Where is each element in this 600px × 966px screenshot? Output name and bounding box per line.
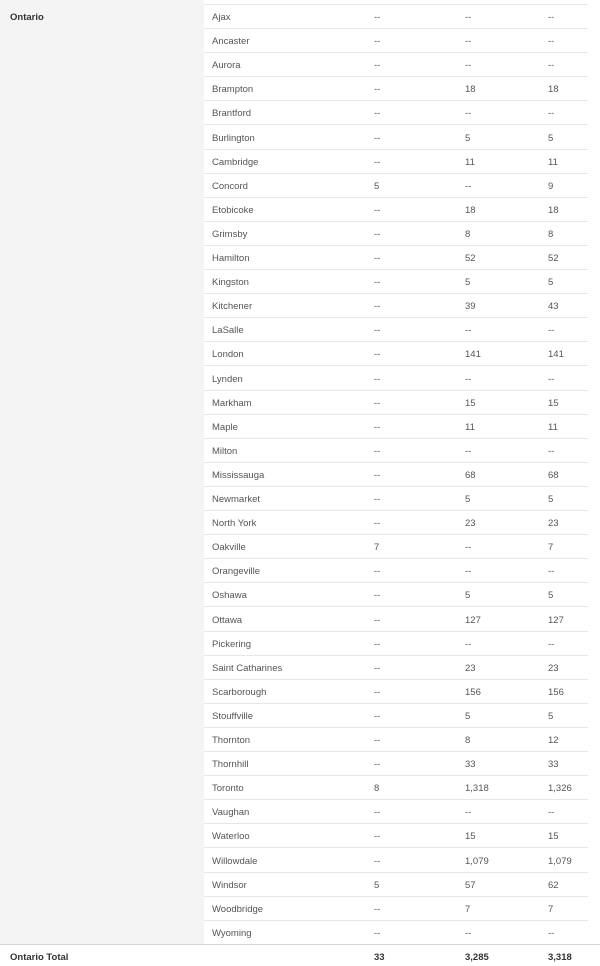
col-c-cell: 5 <box>548 494 554 505</box>
col-c-cell: 23 <box>548 662 559 674</box>
col-c-cell: -- <box>548 60 555 72</box>
col-a-cell: -- <box>374 590 381 602</box>
col-b-cell: 127 <box>465 614 481 626</box>
city-cell: Thornhill <box>212 759 249 771</box>
table-row <box>204 704 588 728</box>
col-a-cell: -- <box>374 614 381 626</box>
total-col-c: 3,318 <box>548 952 572 963</box>
col-a-cell: -- <box>374 132 381 144</box>
total-col-a: 33 <box>374 952 385 963</box>
col-a-cell: -- <box>374 277 381 289</box>
city-cell: Ancaster <box>212 36 250 48</box>
table-row <box>204 511 588 535</box>
col-b-cell: -- <box>465 566 472 578</box>
city-cell: Orangeville <box>212 566 261 578</box>
table-row <box>204 463 588 487</box>
city-cell: Burlington <box>212 132 255 144</box>
city-cell: London <box>212 349 244 361</box>
col-b-cell: 15 <box>465 831 476 843</box>
col-a-cell: 5 <box>374 180 380 192</box>
col-b-cell: 1,079 <box>465 855 489 867</box>
col-b-cell: 156 <box>465 686 481 698</box>
col-c-cell: 12 <box>548 735 559 746</box>
col-c-cell: -- <box>548 807 555 819</box>
table-row <box>204 824 588 848</box>
col-a-cell: -- <box>374 469 381 481</box>
col-c-cell: 1,326 <box>548 783 572 795</box>
city-cell: Pickering <box>212 638 252 650</box>
col-b-cell: 5 <box>465 710 471 722</box>
table-row <box>204 921 588 945</box>
table-row <box>204 101 588 125</box>
col-a-cell: -- <box>374 566 381 578</box>
col-c-cell: -- <box>548 373 555 385</box>
table-row <box>204 800 588 824</box>
city-cell: Kingston <box>212 277 249 289</box>
col-b-cell: 8 <box>465 735 471 746</box>
col-b-cell: -- <box>465 927 472 939</box>
col-c-cell: 141 <box>548 349 564 361</box>
col-c-cell: 5 <box>548 590 554 602</box>
col-c-cell: 62 <box>548 879 559 891</box>
col-b-cell: 68 <box>465 469 476 481</box>
col-a-cell: -- <box>374 253 381 264</box>
col-a-cell: -- <box>374 156 381 168</box>
city-cell: Stouffville <box>212 710 254 722</box>
table-row <box>204 873 588 897</box>
col-a-cell: -- <box>374 759 381 771</box>
col-c-cell: 68 <box>548 469 559 481</box>
table-row <box>204 583 588 607</box>
col-c-cell: 1,079 <box>548 855 572 867</box>
city-cell: Hamilton <box>212 253 250 264</box>
table-row <box>204 728 588 752</box>
city-cell: Ajax <box>212 12 231 23</box>
col-b-cell: 7 <box>465 903 471 915</box>
col-a-cell: -- <box>374 60 381 72</box>
col-b-cell: 5 <box>465 494 471 505</box>
city-cell: Kitchener <box>212 301 253 313</box>
col-c-cell: 5 <box>548 710 554 722</box>
col-a-cell: 7 <box>374 542 380 554</box>
city-cell: Aurora <box>212 60 241 72</box>
col-a-cell: -- <box>374 397 381 409</box>
col-a-cell: -- <box>374 325 381 337</box>
col-b-cell: -- <box>465 445 472 457</box>
col-a-cell: -- <box>374 518 381 530</box>
col-c-cell: 7 <box>548 542 554 554</box>
col-b-cell: 5 <box>465 590 471 602</box>
col-c-cell: 156 <box>548 686 564 698</box>
col-a-cell: -- <box>374 445 381 457</box>
col-b-cell: -- <box>465 60 472 72</box>
col-c-cell: 15 <box>548 831 559 843</box>
col-b-cell: 23 <box>465 518 476 530</box>
table-row <box>204 487 588 511</box>
col-a-cell: -- <box>374 228 381 240</box>
table-row <box>204 270 588 294</box>
city-cell: Newmarket <box>212 494 261 505</box>
col-c-cell: -- <box>548 445 555 457</box>
col-c-cell: 9 <box>548 180 554 192</box>
col-a-cell: -- <box>374 831 381 843</box>
col-a-cell: -- <box>374 36 381 48</box>
col-c-cell: 15 <box>548 397 559 409</box>
col-b-cell: 5 <box>465 277 471 289</box>
city-cell: Brampton <box>212 84 254 96</box>
city-cell: Saint Catharines <box>212 662 283 674</box>
city-cell: Lynden <box>212 373 243 385</box>
col-b-cell: 11 <box>465 421 475 433</box>
table-row <box>204 77 588 101</box>
col-b-cell: 23 <box>465 662 476 674</box>
col-a-cell: -- <box>374 301 381 313</box>
col-b-cell: -- <box>465 12 472 23</box>
col-a-cell: -- <box>374 349 381 361</box>
city-cell: Waterloo <box>212 831 250 843</box>
col-c-cell: 7 <box>548 903 554 915</box>
col-c-cell: 11 <box>548 156 558 168</box>
col-b-cell: 141 <box>465 349 481 361</box>
table-row <box>204 318 588 342</box>
col-a-cell: -- <box>374 710 381 722</box>
city-cell: LaSalle <box>212 325 244 337</box>
col-c-cell: -- <box>548 566 555 578</box>
col-b-cell: 8 <box>465 228 471 240</box>
col-b-cell: 1,318 <box>465 783 489 795</box>
col-c-cell: 23 <box>548 518 559 530</box>
city-cell: Cambridge <box>212 156 259 168</box>
province-column <box>0 0 204 944</box>
city-cell: Windsor <box>212 879 247 891</box>
col-a-cell: -- <box>374 373 381 385</box>
table-row <box>204 294 588 318</box>
table-row <box>204 53 588 77</box>
col-b-cell: -- <box>465 807 472 819</box>
table-row <box>204 415 588 439</box>
col-b-cell: 39 <box>465 301 476 313</box>
city-cell: Milton <box>212 445 238 457</box>
col-c-cell: -- <box>548 927 555 939</box>
city-cell: Concord <box>212 180 248 192</box>
col-a-cell: -- <box>374 12 381 23</box>
col-c-cell: -- <box>548 108 555 120</box>
table-row <box>204 535 588 559</box>
total-row <box>0 944 600 966</box>
city-cell: Woodbridge <box>212 903 264 915</box>
city-cell: Oshawa <box>212 590 247 602</box>
total-label: Ontario Total <box>10 952 69 963</box>
col-b-cell: -- <box>465 638 472 650</box>
city-cell: Vaughan <box>212 807 250 819</box>
col-c-cell: 52 <box>548 253 559 264</box>
col-b-cell: 11 <box>465 156 475 168</box>
col-b-cell: -- <box>465 542 472 554</box>
col-c-cell: 11 <box>548 421 558 433</box>
col-a-cell: -- <box>374 855 381 867</box>
table-row <box>204 150 588 174</box>
city-cell: Willowdale <box>212 855 258 867</box>
col-c-cell: 8 <box>548 228 554 240</box>
total-col-b: 3,285 <box>465 952 489 963</box>
table-row <box>204 246 588 270</box>
col-a-cell: -- <box>374 927 381 939</box>
col-b-cell: 18 <box>465 204 476 216</box>
col-b-cell: 33 <box>465 759 476 771</box>
table-row <box>204 752 588 776</box>
city-cell: Etobicoke <box>212 204 254 216</box>
col-c-cell: 33 <box>548 759 559 771</box>
table-row <box>204 174 588 198</box>
table-row <box>204 367 588 391</box>
col-b-cell: -- <box>465 325 472 337</box>
city-cell: Scarborough <box>212 686 267 698</box>
city-cell: Toronto <box>212 783 244 795</box>
col-a-cell: -- <box>374 638 381 650</box>
city-cell: Wyoming <box>212 927 252 939</box>
table-row <box>204 391 588 415</box>
province-label: Ontario <box>10 12 44 23</box>
col-a-cell: -- <box>374 735 381 746</box>
city-cell: Thornton <box>212 735 251 746</box>
col-b-cell: 57 <box>465 879 476 891</box>
col-a-cell: -- <box>374 903 381 915</box>
col-c-cell: 5 <box>548 132 554 144</box>
col-a-cell: -- <box>374 84 381 96</box>
col-c-cell: 43 <box>548 301 559 313</box>
col-c-cell: 127 <box>548 614 564 626</box>
table-row <box>204 897 588 921</box>
table-row <box>204 849 588 873</box>
col-a-cell: -- <box>374 421 381 433</box>
table-row <box>204 222 588 246</box>
col-b-cell: 15 <box>465 397 476 409</box>
table-row <box>204 656 588 680</box>
table-row <box>204 439 588 463</box>
col-a-cell: -- <box>374 662 381 674</box>
col-b-cell: -- <box>465 180 472 192</box>
table-row <box>204 776 588 800</box>
col-c-cell: -- <box>548 325 555 337</box>
col-b-cell: -- <box>465 108 472 120</box>
city-cell: Ottawa <box>212 614 243 626</box>
table-row <box>204 342 588 366</box>
col-a-cell: -- <box>374 204 381 216</box>
col-a-cell: -- <box>374 686 381 698</box>
table-row <box>204 680 588 704</box>
col-a-cell: -- <box>374 108 381 120</box>
col-b-cell: 52 <box>465 253 476 264</box>
table-row <box>204 608 588 632</box>
city-cell: Brantford <box>212 108 252 120</box>
col-c-cell: 5 <box>548 277 554 289</box>
city-cell: North York <box>212 518 257 530</box>
city-cell: Grimsby <box>212 228 248 240</box>
table-row <box>204 29 588 53</box>
col-a-cell: 5 <box>374 879 380 891</box>
col-a-cell: -- <box>374 494 381 505</box>
col-b-cell: -- <box>465 36 472 48</box>
col-a-cell: 8 <box>374 783 380 795</box>
col-b-cell: 18 <box>465 84 476 96</box>
col-b-cell: 5 <box>465 132 471 144</box>
col-a-cell: -- <box>374 807 381 819</box>
col-b-cell: -- <box>465 373 472 385</box>
col-c-cell: -- <box>548 36 555 48</box>
table-row <box>204 126 588 150</box>
city-cell: Mississauga <box>212 469 265 481</box>
table-row <box>204 5 588 29</box>
col-c-cell: 18 <box>548 204 559 216</box>
city-cell: Markham <box>212 397 252 409</box>
table-row <box>204 559 588 583</box>
col-c-cell: 18 <box>548 84 559 96</box>
col-c-cell: -- <box>548 12 555 23</box>
city-cell: Oakville <box>212 542 246 554</box>
table-row <box>204 632 588 656</box>
col-c-cell: -- <box>548 638 555 650</box>
city-cell: Maple <box>212 421 238 433</box>
table-row <box>204 198 588 222</box>
